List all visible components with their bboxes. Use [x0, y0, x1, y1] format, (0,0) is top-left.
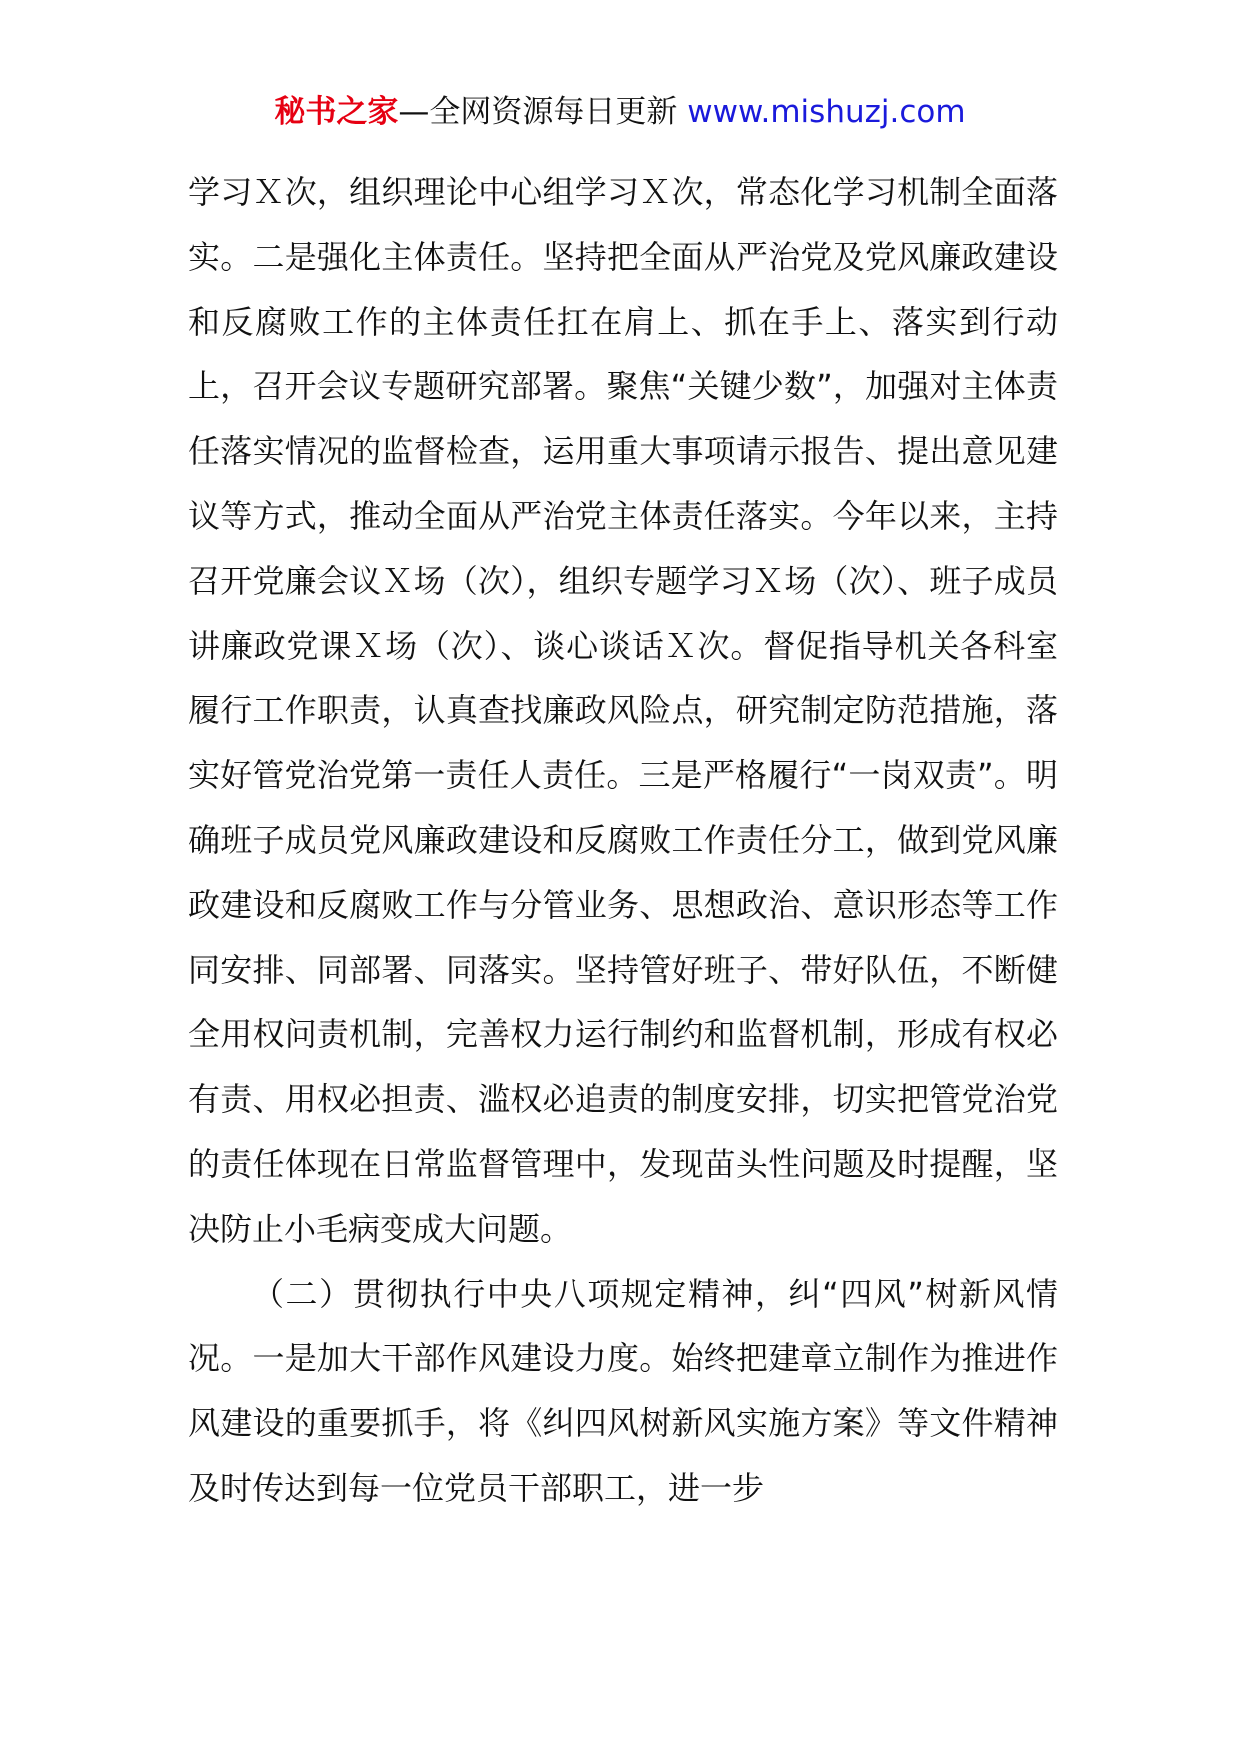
paragraph-continued: 学习Ｘ次，组织理论中心组学习Ｘ次，常态化学习机制全面落实。二是强化主体责任。坚持把全面从严治党及党风廉政建设和反腐败工作的主体责任扛在肩上、抓在手上、落实到行动上，召开会议专题研究部署。聚焦“关键少数”，加强对主体责任落实情况的监督检查，运用重大事项请示报告、提出意见建议等方式，推动全面从严治党主体责任落实。今年以来，主持召开党廉会议Ｘ场（次），组织专题学习Ｘ场（次）、班子成员讲廉政党课Ｘ场（次）、谈心谈话Ｘ次。督促指导机关各科室履行工作职责，认真查找廉政风险点，研究制定防范措施，落实好管党治党第一责任人责任。三是严格履行“一岗双责”。明确班子成员党风廉政建设和反腐败工作责任分工，做到党风廉政建设和反腐败工作与分管业务、思想政治、意识形态等工作同安排、同部署、同落实。坚持管好班子、带好队伍，不断健全用权问责机制，完善权力运行制约和监督机制，形成有权必有责、用权必担责、滥权必追责的制度安排，切实把管党治党的责任体现在日常监督管理中，发现苗头性问题及时提醒，坚决防止小毛病变成大问题。 [188, 173, 1058, 1248]
site-tagline: —全网资源每日更新 [398, 94, 678, 130]
site-url-link[interactable]: www.mishuzj.com [687, 94, 966, 130]
paragraph-section-two: （二）贯彻执行中央八项规定精神，纠“四风”树新风情况。一是加大干部作风建设力度。始终把建章立制作为推进作风建设的重要抓手，将《纠四风树新风实施方案》等文件精神及时传达到每一位党员干部职工，进一步 [188, 1274, 1058, 1507]
site-brand: 秘书之家 [274, 94, 399, 130]
document-body [188, 160, 1058, 1521]
site-header [0, 92, 1240, 132]
